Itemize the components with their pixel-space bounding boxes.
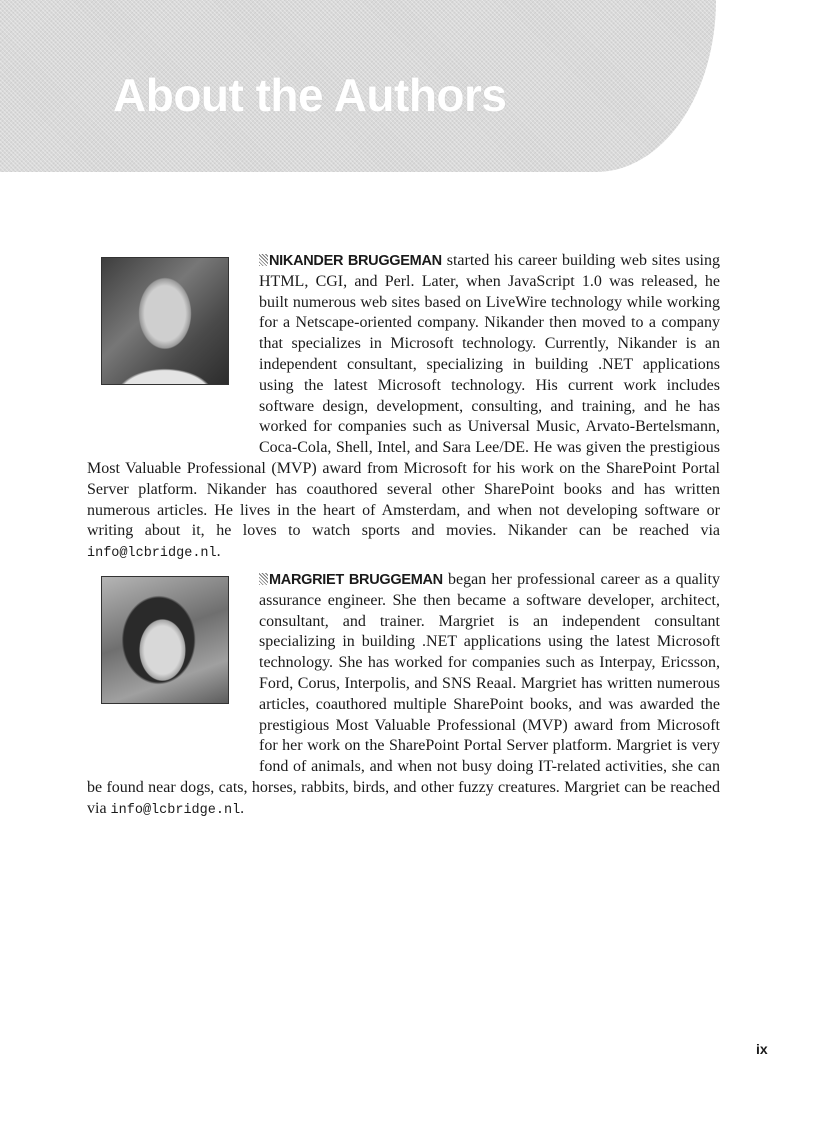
author-email-link[interactable]: info@lcbridge.nl <box>87 546 217 562</box>
section-marker-icon <box>259 254 268 266</box>
bio-body: began her professional career as a quality assurance engineer. She then became a software developer, architect, consultant, and trainer. Margriet is an independent consultant specializing in building .NET applications using the latest Microsoft technology. She has worked for companies such as Interpay, Ericsson, Ford, Corus, Interpolis, and SNS Reaal. Margriet has written numerous articles, coauthored multiple SharePoint books, and was awarded the prestigious Most Valuable Professional (MVP) award from Microsoft for her work on the SharePoint Portal Server platform. Margriet is very fond of animals, and when not busy doing IT-related activities, she can be found near dogs, cats, horses, rabbits, birds, and other fuzzy creatures. Margriet can be reached via <box>87 571 721 817</box>
chapter-title: About the Authors <box>113 69 507 121</box>
author-email-link[interactable]: info@lcbridge.nl <box>110 802 241 818</box>
author-bio-margriet <box>87 570 720 822</box>
page-number: ix <box>756 1041 768 1057</box>
author-name: NIKANDER BRUGGEMAN <box>269 253 442 269</box>
author-photo-frame <box>87 251 259 441</box>
section-marker-icon <box>259 573 268 585</box>
author-photo-frame <box>87 570 259 760</box>
author-name: MARGRIET BRUGGEMAN <box>269 572 443 588</box>
bio-end: . <box>216 543 221 561</box>
author-photo-nikander-icon <box>101 257 229 385</box>
bio-end: . <box>240 799 245 817</box>
bio-body: started his career building web sites using HTML, CGI, and Perl. Later, when JavaScript 1.0 was released, he built numerous web sites based on LiveWire technology while working for a Netscape-oriented company. Nikander then moved to a company that specializes in Microsoft technology. Currently, Nikander is an independent consultant, specializing in building .NET applications using the latest Microsoft technology. His current work includes software design, development, consulting, and training, and he has worked for companies such as Universal Music, Arvato-Bertelsmann, Coca-Cola, Shell, Intel, and Sara Lee/DE. He was given the prestigious Most Valuable Professional (MVP) award from Microsoft for his work on the SharePoint Portal Server platform. Nikander has coauthored several other SharePoint books and has written numerous articles. He lives in the heart of Amsterdam, and when not developing software or writing about it, he loves to watch sports and movies. Nikander can be reached via <box>87 252 720 540</box>
author-photo-margriet-icon <box>101 576 229 704</box>
author-bio-nikander <box>87 251 720 565</box>
